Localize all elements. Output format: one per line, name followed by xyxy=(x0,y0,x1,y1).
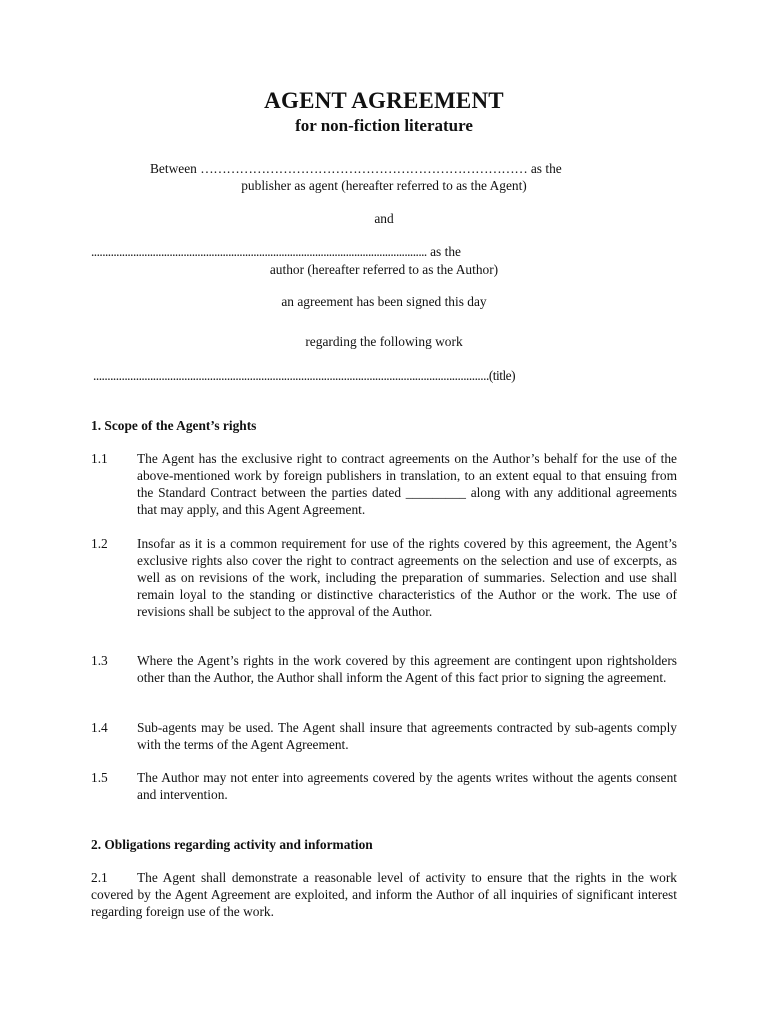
clause-text: The Agent has the exclusive right to contract agreements on the Author’s behalf for the use of the above-mentioned work by foreign publishers in translation, to an extent equal to that ensuing from the Standard Contract between the parties dated _________ along with any additional agreements that may apply, and this Agent Agreement. xyxy=(137,451,677,517)
clause-number: 1.5 xyxy=(91,770,108,785)
author-dots: ........................................................................................................................ xyxy=(91,244,427,259)
author-line: author (hereafter referred to as the Author) xyxy=(269,262,499,277)
between-dots: ………………………………………………………………… xyxy=(200,161,528,176)
author-dots-line xyxy=(91,243,461,260)
clause-number: 1.2 xyxy=(91,536,108,551)
clause-text: The Agent shall demonstrate a reasonable level of activity to ensure that the rights in the work covered by the Agent Agreement are exploited, and inform the Author of all inquiries of significant interest regarding foreign use of the work. xyxy=(91,870,677,919)
section-1-heading: 1. Scope of the Agent’s rights xyxy=(91,418,257,433)
publisher-line: publisher as agent (hereafter referred to as the Agent) xyxy=(241,178,527,193)
as-the-label: as the xyxy=(530,161,562,176)
and-line: and xyxy=(374,211,394,226)
title-line: ...........................................................................................................................................(title) xyxy=(93,368,516,383)
regarding-line: regarding the following work xyxy=(305,334,463,349)
clause-number: 2.1 xyxy=(91,870,108,885)
clause-text: Insofar as it is a common requirement for use of the rights covered by this agreement, the Agent’s exclusive rights also cover the right to contract agreements on the selection and use of excerpts, as well as on revisions of the work, including the preparation of summaries. Selection and use shall remain loyal to the standing or distinctive characteristics of the Author or the work. The use of revisions shall be subject to the approval of the Author. xyxy=(137,536,677,619)
clause-number: 1.1 xyxy=(91,451,108,466)
clause-text: Sub-agents may be used. The Agent shall insure that agreements contracted by sub-agents comply with the terms of the Agent Agreement. xyxy=(137,720,677,752)
section-2-heading: 2. Obligations regarding activity and information xyxy=(91,837,373,852)
clause-number: 1.4 xyxy=(91,720,108,735)
document-subtitle: for non-fiction literature xyxy=(295,116,473,135)
clause-paragraph xyxy=(91,869,677,920)
as-the-label-2: as the xyxy=(430,244,461,259)
signed-line: an agreement has been signed this day xyxy=(281,294,487,309)
clause-number: 1.3 xyxy=(91,653,108,668)
clause-text: The Author may not enter into agreements covered by the agents writes without the agents consent and intervention. xyxy=(137,770,677,802)
between-line xyxy=(150,160,562,177)
clause-text: Where the Agent’s rights in the work covered by this agreement are contingent upon rightsholders other than the Author, the Author shall inform the Agent of this fact prior to signing the agreement. xyxy=(137,653,677,685)
between-label: Between xyxy=(150,161,197,176)
document-title: AGENT AGREEMENT xyxy=(264,88,504,113)
